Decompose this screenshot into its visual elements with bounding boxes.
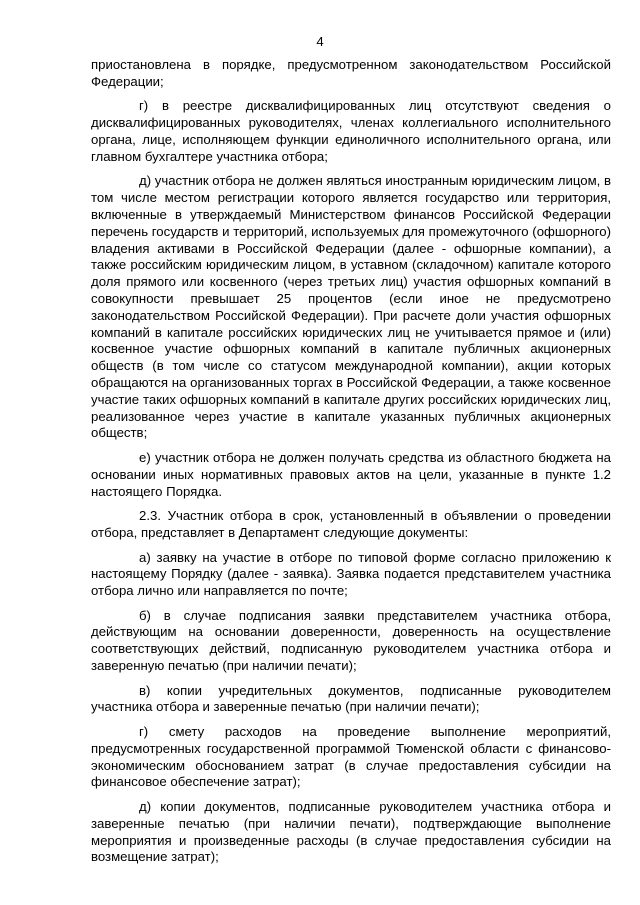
paragraph: д) копии документов, подписанные руководителем участника отбора и заверенные печатью (при наличии печати), подтверждающие выполнение мероприятия и произведенные расходы (в случае предоставления субсидии на возмещение затрат);: [91, 799, 611, 865]
paragraph: 2.3. Участник отбора в срок, установленный в объявлении о проведении отбора, представляет в Департамент следующие документы:: [91, 508, 611, 540]
paragraph: б) в случае подписания заявки представителем участника отбора, действующим на основании доверенности, доверенность на осуществление соответствующих действий, подписанную руководителем участника отбора и заверенную печатью (при наличии печати);: [91, 607, 611, 674]
paragraph: д) участник отбора не должен являться иностранным юридическим лицом, в том числе местом регистрации которого является государство или территория, включенные в утверждаемый Министерством финансов Российской Федерации перечень государств и территорий, используемых для промежуточного (офшорного) владения активами в Российской Федерации (далее - офшорные компании), а также российским юридическим лицом, в уставном (складочном) капитале которого доля прямого или косвенного (через третьих лиц) участия офшорных компаний в совокупности превышает 25 процентов (если иное не предусмотрено законодательством Российской Федерации). При расчете доли участия офшорных компаний в капитале российских юридических лиц не учитывается прямое и (или) косвенное участие офшорных компаний в капитале публичных акционерных обществ (в том числе со статусом международной компании), акции которых обращаются на организованных торгах в Российской Федерации, а также косвенное участие таких офшорных компаний в капитале других российских юридических лиц, реализованное через участие в капитале указанных публичных акционерных обществ;: [91, 173, 611, 441]
paragraph: а) заявку на участие в отборе по типовой форме согласно приложению к настоящему Порядку (далее - заявка). Заявка подается представителем участника отбора лично или направляется по почте;: [91, 549, 611, 599]
paragraph: приостановлена в порядке, предусмотренном законодательством Российской Федерации;: [91, 57, 611, 89]
page-number: 4: [316, 34, 324, 49]
paragraph: е) участник отбора не должен получать средства из областного бюджета на основании иных нормативных правовых актов на цели, указанные в пункте 1.2 настоящего Порядка.: [91, 449, 611, 499]
paragraph: г) смету расходов на проведение выполнение мероприятий, предусмотренных государственной программой Тюменской области с финансово-экономическим обоснованием затрат (в случае предоставления субсидии на финансовое обеспечение затрат);: [91, 724, 611, 790]
document-body: [91, 57, 611, 874]
paragraph: в) копии учредительных документов, подписанные руководителем участника отбора и заверенные печатью (при наличии печати);: [91, 682, 611, 715]
paragraph: г) в реестре дисквалифицированных лиц отсутствуют сведения о дисквалифицированных руководителях, членах коллегиального исполнительного органа, лице, исполняющем функции единоличного исполнительного органа, или главном бухгалтере участника отбора;: [91, 98, 611, 164]
